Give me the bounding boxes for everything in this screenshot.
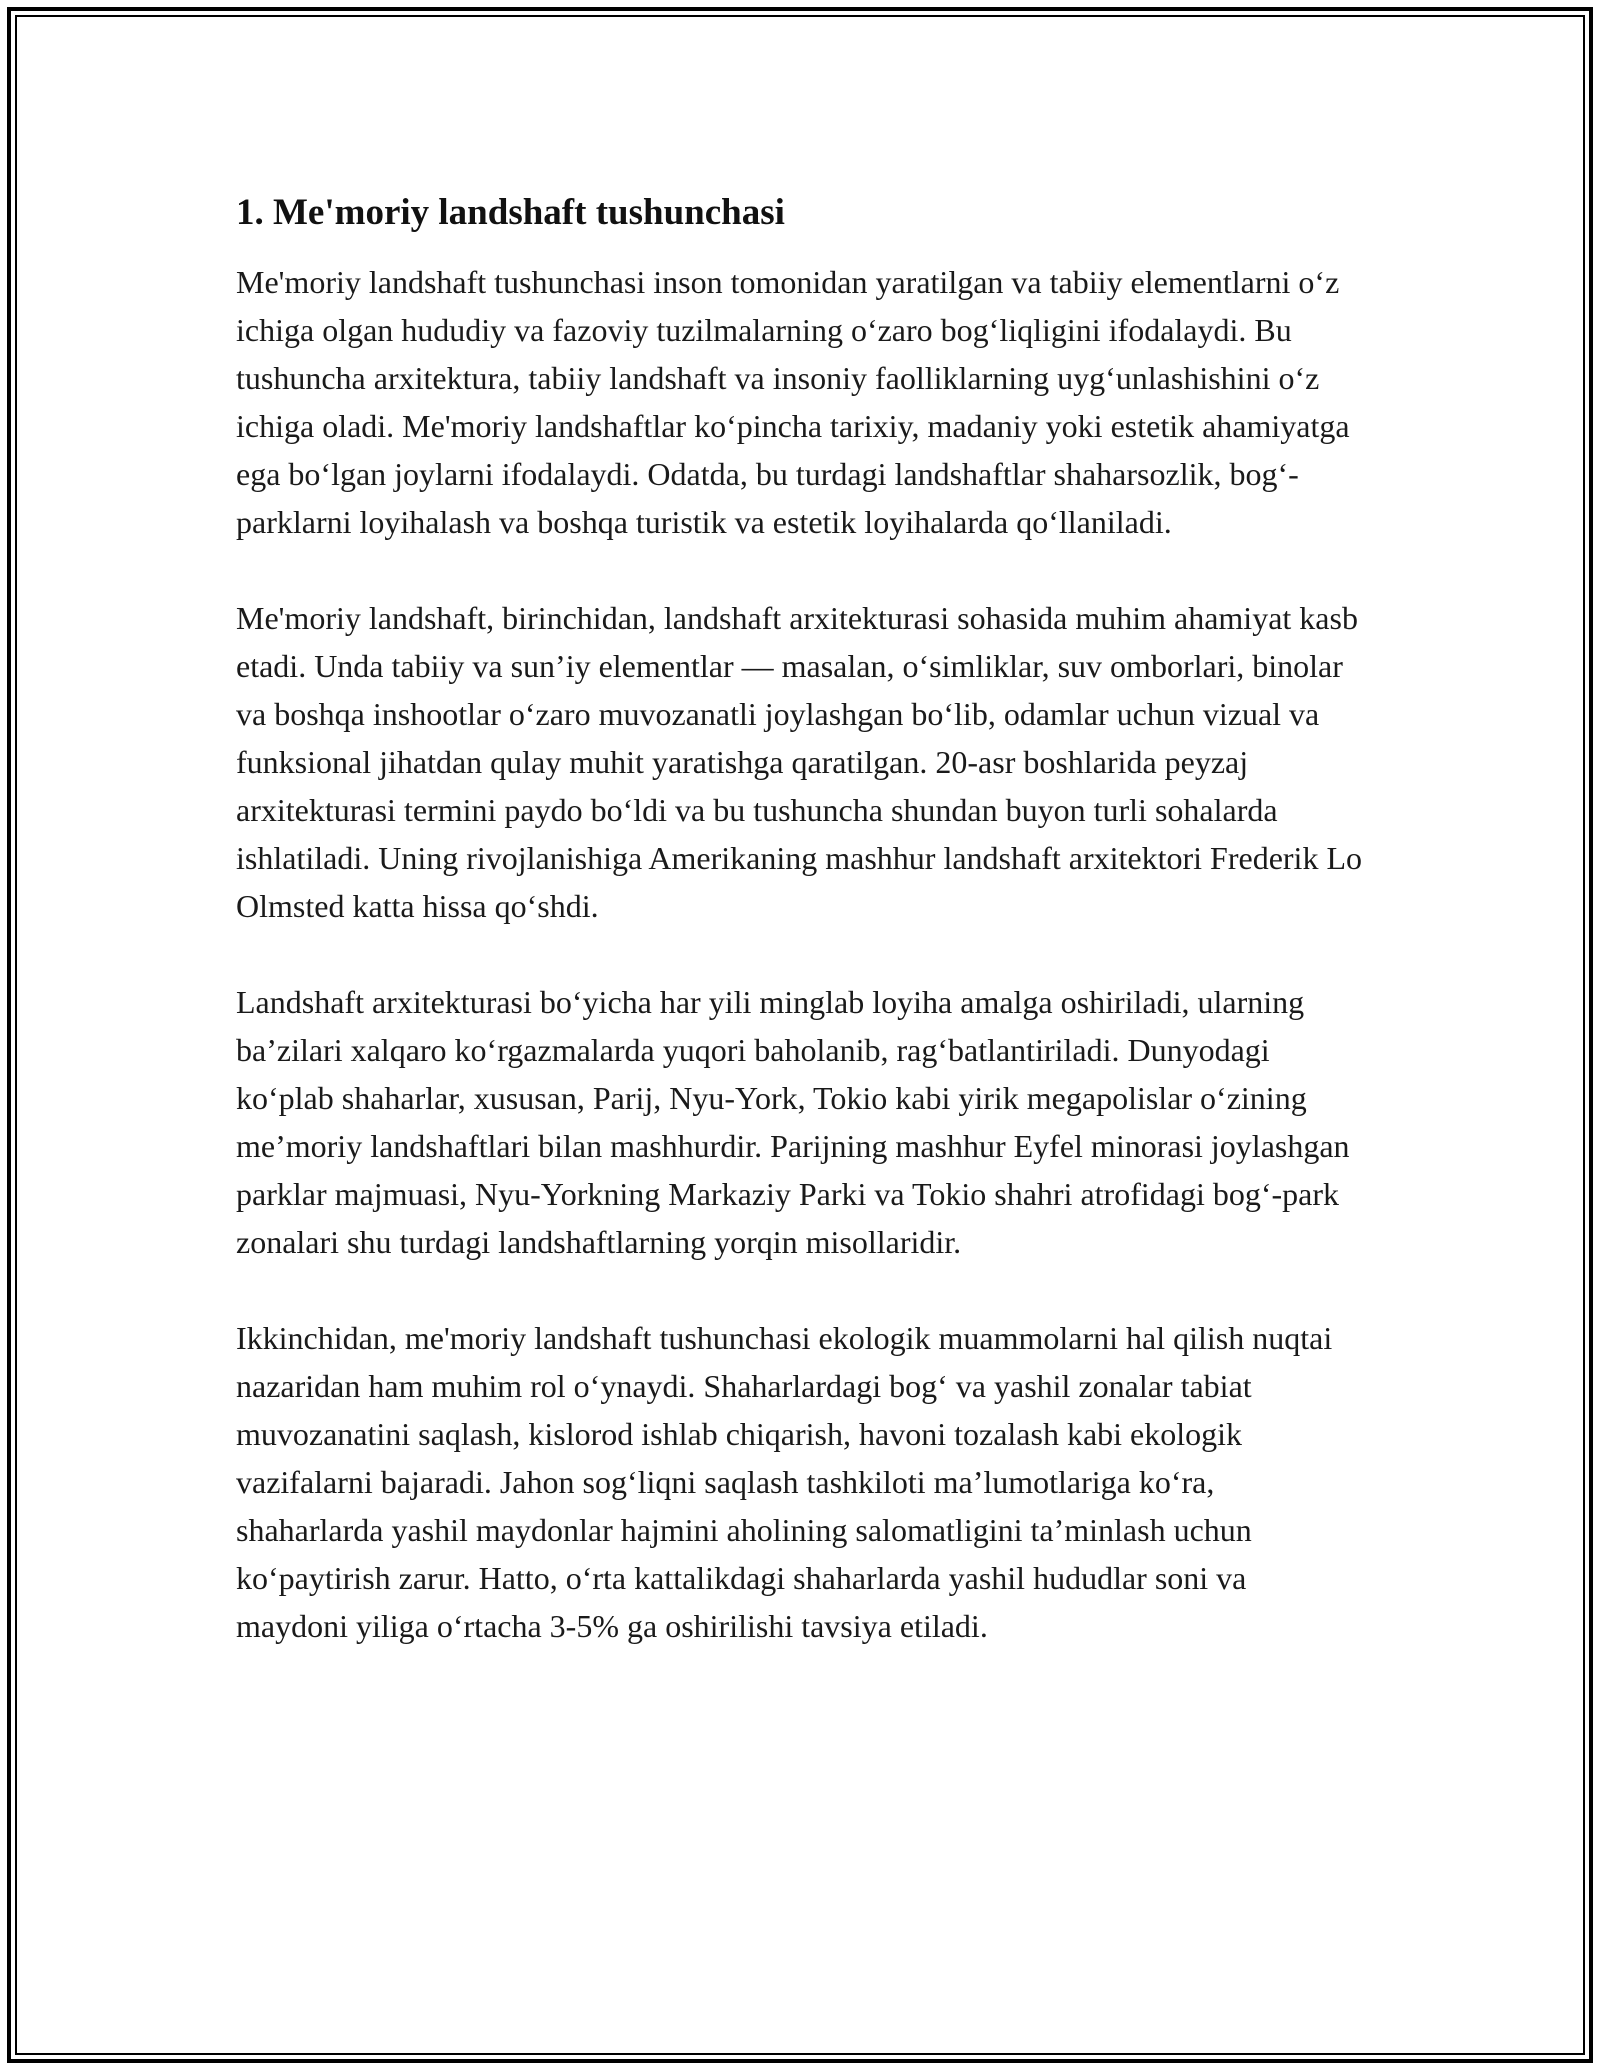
paragraph-2: Me'moriy landshaft, birinchidan, landshaft arxitekturasi sohasida muhim ahamiyat kasb etadi. Unda tabiiy va sun’iy elementlar — masalan, o‘simliklar, suv omborlari, binolar va boshqa inshootlar o‘zaro muvozanatli joylashgan bo‘lib, odamlar uchun vizual va funksional jihatdan qulay muhit yaratishga qaratilgan. 20-asr boshlarida peyzaj arxitekturasi termini paydo bo‘ldi va bu tushuncha shundan buyon turli sohalarda ishlatiladi. Uning rivojlanishiga Amerikaning mashhur landshaft arxitektori Frederik Lo Olmsted katta hissa qo‘shdi. — [236, 600, 1362, 924]
paragraph-1: Me'moriy landshaft tushunchasi inson tomonidan yaratilgan va tabiiy elementlarni o‘z ichiga olgan hududiy va fazoviy tuzilmalarning o‘zaro bog‘liqligini ifodalaydi. Bu tushuncha arxitektura, tabiiy landshaft va insoniy faolliklarning uyg‘unlashishini o‘z ichiga oladi. Me'moriy landshaftlar ko‘pincha tarixiy, madaniy yoki estetik ahamiyatga ega bo‘lgan joylarni ifodalaydi. Odatda, bu turdagi landshaftlar shaharsozlik, bog‘-parklarni loyihalash va boshqa turistik va estetik loyihalarda qo‘llaniladi. — [236, 264, 1350, 540]
paragraph-4: Ikkinchidan, me'moriy landshaft tushunchasi ekologik muammolarni hal qilish nuqtai nazaridan ham muhim rol o‘ynaydi. Shaharlardagi bog‘ va yashil zonalar tabiat muvozanatini saqlash, kislorod ishlab chiqarish, havoni tozalash kabi ekologik vazifalarni bajaradi. Jahon sog‘liqni saqlash tashkiloti ma’lumotlariga ko‘ra, shaharlarda yashil maydonlar hajmini aholining salomatligini ta’minlash uchun ko‘paytirish zarur. Hatto, o‘rta kattalikdagi shaharlarda yashil hududlar soni va maydoni yiligа o‘rtacha 3-5% ga oshirilishi tavsiya etiladi. — [236, 1320, 1333, 1644]
document-body — [236, 188, 1364, 1698]
paragraph-3: Landshaft arxitekturasi bo‘yicha har yili minglab loyiha amalga oshiriladi, ularning ba’zilari xalqaro ko‘rgazmalarda yuqori baholanib, rag‘batlantiriladi. Dunyodagi ko‘plab shaharlar, xususan, Parij, Nyu-York, Tokio kabi yirik megapolislar o‘zining me’moriy landshaftlari bilan mashhurdir. Parijning mashhur Eyfel minorasi joylashgan parklar majmuasi, Nyu-Yorkning Markaziy Parki va Tokio shahri atrofidagi bog‘-park zonalari shu turdagi landshaftlarning yorqin misollaridir. — [236, 984, 1350, 1260]
section-heading: 1. Me'moriy landshaft tushunchasi — [236, 192, 785, 233]
